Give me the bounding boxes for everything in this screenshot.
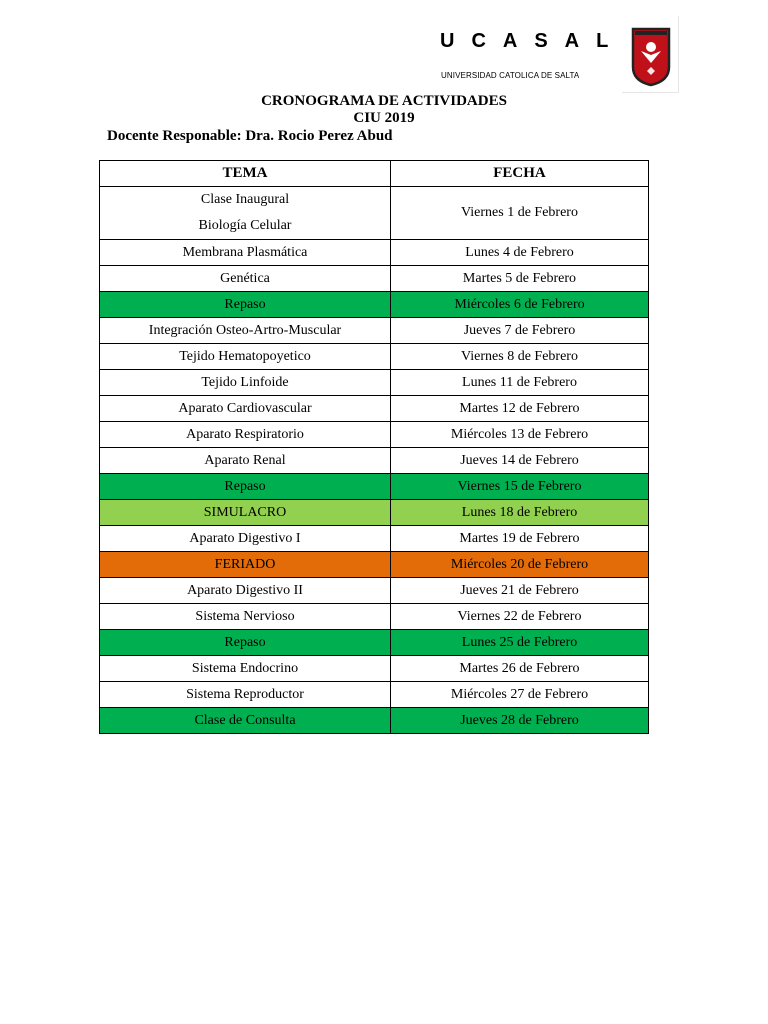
tema-cell: Repaso [100,630,391,656]
fecha-cell: Martes 26 de Febrero [391,656,649,682]
fecha-cell: Lunes 4 de Febrero [391,240,649,266]
fecha-cell: Viernes 8 de Febrero [391,344,649,370]
tema-cell: Aparato Renal [100,448,391,474]
table-row [100,422,649,448]
table-row [100,682,649,708]
brand-subtitle: UNIVERSIDAD CATOLICA DE SALTA [441,71,580,80]
table-row [100,448,649,474]
fecha-cell: Miércoles 6 de Febrero [391,292,649,318]
table-header-row [100,161,649,187]
fecha-cell: Martes 19 de Febrero [391,526,649,552]
fecha-cell: Lunes 11 de Febrero [391,370,649,396]
tema-cell: Aparato Digestivo II [100,578,391,604]
fecha-cell: Jueves 21 de Febrero [391,578,649,604]
fecha-cell: Lunes 25 de Febrero [391,630,649,656]
fecha-cell: Jueves 28 de Febrero [391,708,649,734]
schedule-table [99,160,649,734]
tema-cell: Aparato Digestivo I [100,526,391,552]
table-row [100,604,649,630]
tema-cell [100,187,391,240]
fecha-cell: Jueves 14 de Febrero [391,448,649,474]
tema-cell: Repaso [100,474,391,500]
fecha-cell: Miércoles 13 de Febrero [391,422,649,448]
tema-cell: Integración Osteo-Artro-Muscular [100,318,391,344]
tema-cell: Membrana Plasmática [100,240,391,266]
fecha-cell: Lunes 18 de Febrero [391,500,649,526]
table-row [100,708,649,734]
tema-cell: Repaso [100,292,391,318]
table-row [100,656,649,682]
table-row [100,396,649,422]
table-row [100,370,649,396]
fecha-cell: Viernes 22 de Febrero [391,604,649,630]
table-row [100,500,649,526]
university-logo [622,16,679,93]
shield-icon [631,27,671,87]
docente-responsable: Docente Responable: Dra. Rocio Perez Abud [107,128,393,144]
table-row [100,526,649,552]
table-row [100,318,649,344]
tema-cell: Tejido Linfoide [100,370,391,396]
page-title: CRONOGRAMA DE ACTIVIDADES [261,93,507,109]
fecha-cell: Jueves 7 de Febrero [391,318,649,344]
table-row [100,552,649,578]
fecha-cell: Miércoles 27 de Febrero [391,682,649,708]
tema-cell: Sistema Endocrino [100,656,391,682]
table-row [100,344,649,370]
tema-cell: Genética [100,266,391,292]
column-header-tema: TEMA [100,161,391,187]
tema-cell: Sistema Reproductor [100,682,391,708]
fecha-cell: Miércoles 20 de Febrero [391,552,649,578]
table-row [100,292,649,318]
fecha-cell: Martes 12 de Febrero [391,396,649,422]
table-row [100,266,649,292]
table-row [100,187,649,240]
table-row [100,630,649,656]
tema-cell: Aparato Cardiovascular [100,396,391,422]
column-header-fecha: FECHA [391,161,649,187]
fecha-cell: Martes 5 de Febrero [391,266,649,292]
fecha-cell: Viernes 1 de Febrero [391,187,649,240]
tema-cell: Sistema Nervioso [100,604,391,630]
tema-cell: SIMULACRO [100,500,391,526]
tema-line: Biología Celular [198,218,292,233]
brand-name: UCASAL [440,30,626,52]
table-row [100,240,649,266]
table-row [100,474,649,500]
tema-cell: FERIADO [100,552,391,578]
page-subtitle-year: CIU 2019 [353,110,415,126]
table-row [100,578,649,604]
tema-line: Clase Inaugural [200,192,290,207]
tema-cell: Clase de Consulta [100,708,391,734]
tema-cell: Tejido Hematopoyetico [100,344,391,370]
fecha-cell: Viernes 15 de Febrero [391,474,649,500]
tema-cell: Aparato Respiratorio [100,422,391,448]
